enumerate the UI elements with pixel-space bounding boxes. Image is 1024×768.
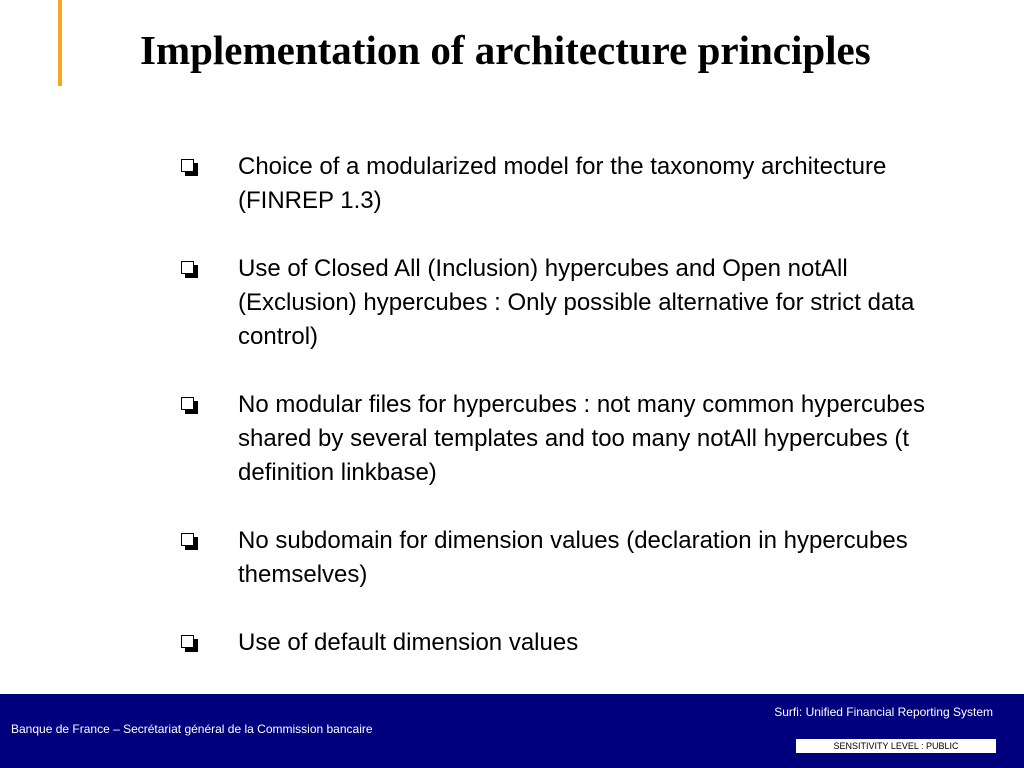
bullet-item — [180, 252, 950, 354]
bullet-text: No modular files for hypercubes : not many common hypercubes shared by several templates and too many notAll hypercubes (t definition linkbase) — [238, 391, 925, 486]
sensitivity-level-badge: SENSITIVITY LEVEL : PUBLIC — [796, 739, 996, 753]
title-accent-bar — [58, 0, 62, 86]
bullet-text: No subdomain for dimension values (declaration in hypercubes themselves) — [238, 527, 908, 588]
footer-organization: Banque de France – Secrétariat général de la Commission bancaire — [11, 722, 373, 736]
bullet-list — [180, 150, 950, 660]
footer-bar — [0, 694, 1024, 768]
bullet-text: Use of Closed All (Inclusion) hypercubes and Open notAll (Exclusion) hypercubes : Only possible alternative for strict data control) — [238, 255, 915, 350]
bullet-text: Choice of a modularized model for the taxonomy architecture (FINREP 1.3) — [238, 153, 887, 214]
bullet-text: Use of default dimension values — [238, 629, 579, 656]
bullet-item — [180, 388, 950, 490]
bullet-item — [180, 150, 950, 218]
slide-title: Implementation of architecture principles — [140, 27, 871, 73]
bullet-item — [180, 524, 950, 592]
bullet-item — [180, 626, 950, 660]
footer-system-name: Surfi: Unified Financial Reporting System — [774, 705, 993, 719]
